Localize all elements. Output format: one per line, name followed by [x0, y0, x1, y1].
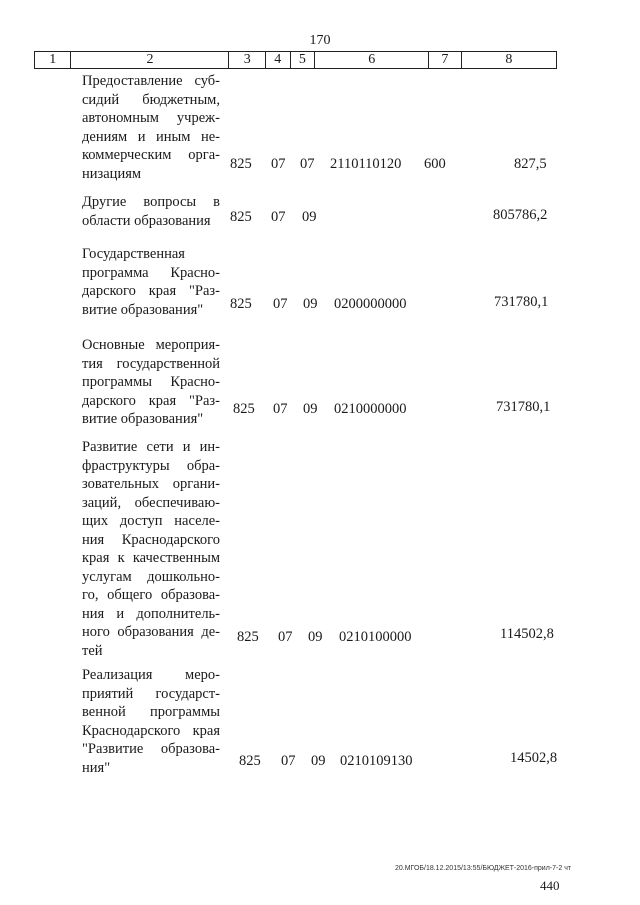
sum-value: 731780,1 [494, 294, 549, 310]
ved-code: 825 [230, 296, 252, 312]
row-name-line: тей [82, 642, 103, 659]
column-header: 7 [429, 52, 462, 69]
csr-code: 0200000000 [334, 296, 407, 312]
rz-code: 07 [273, 296, 288, 312]
row-name-line: услугам дошкольно- [82, 568, 220, 585]
row-name-line: края к качественным [82, 550, 220, 566]
pr-code: 09 [308, 629, 323, 645]
row-name-line: тия государственной [82, 355, 220, 372]
row-name [82, 666, 220, 777]
column-header-row [35, 52, 557, 69]
row-name-line: заций, обеспечиваю- [82, 494, 220, 511]
rz-code: 07 [281, 753, 296, 769]
footer-page-number: 440 [540, 878, 560, 893]
row-name [82, 193, 220, 230]
row-name-line: Основные мероприя- [82, 337, 220, 353]
row-name-line: витие образования" [82, 301, 204, 318]
row-name-line: го, общего образова- [82, 587, 220, 603]
pr-code: 09 [311, 753, 326, 769]
column-header: 5 [290, 52, 315, 69]
row-name-line: дарского края "Раз- [82, 392, 220, 409]
page-number: 170 [309, 33, 331, 48]
ved-code: 825 [230, 156, 252, 172]
row-name-line: приятий государст- [82, 685, 220, 702]
csr-code: 0210100000 [339, 629, 412, 645]
row-name-line: программа Красно- [82, 264, 220, 281]
row-name-line: зовательных органи- [82, 476, 220, 492]
row-name-line: Краснодарского края [82, 722, 220, 739]
column-header-table [34, 51, 557, 69]
csr-code: 2110110120 [330, 156, 402, 172]
row-name-line: ния Краснодарского [82, 531, 220, 548]
row-name-line: венной программы [82, 704, 220, 720]
pr-code: 09 [302, 209, 317, 225]
row-name [82, 72, 220, 183]
rz-code: 07 [273, 401, 288, 417]
column-header: 8 [461, 52, 556, 69]
row-name-line: фраструктуры обра- [82, 457, 220, 474]
pr-code: 09 [303, 296, 318, 312]
csr-code: 0210109130 [340, 753, 413, 769]
column-header: 4 [265, 52, 290, 69]
row-name-line: витие образования" [82, 411, 204, 427]
row-name [82, 438, 220, 660]
column-header: 2 [71, 52, 229, 69]
sum-value: 114502,8 [500, 626, 554, 642]
row-name-line: "Развитие образова- [82, 741, 220, 757]
ved-code: 825 [230, 209, 252, 225]
ved-code: 825 [239, 753, 261, 769]
sum-value: 827,5 [514, 156, 547, 172]
column-header: 6 [315, 52, 429, 69]
column-header: 1 [35, 52, 71, 69]
ved-code: 825 [233, 401, 255, 417]
row-name-line: ного образования де- [82, 624, 220, 640]
row-name-line: дениям и иным не- [82, 128, 220, 145]
row-name-line: дарского края "Раз- [82, 283, 220, 299]
row-name-line: сидий бюджетным, [82, 91, 220, 108]
row-name-line: коммерческим орга- [82, 147, 220, 163]
row-name [82, 245, 220, 319]
row-name-line: Реализация меро- [82, 667, 220, 683]
vr-code: 600 [424, 156, 446, 172]
row-name-line: Предоставление суб- [82, 73, 220, 89]
column-header: 3 [229, 52, 265, 69]
rz-code: 07 [278, 629, 293, 645]
sum-value: 731780,1 [496, 399, 551, 415]
sum-value: 805786,2 [493, 207, 548, 223]
row-name-line: ния и дополнитель- [82, 605, 220, 622]
row-name [82, 336, 220, 429]
csr-code: 0210000000 [334, 401, 407, 417]
row-name-line: ния" [82, 759, 111, 776]
rz-code: 07 [271, 156, 286, 172]
rz-code: 07 [271, 209, 286, 225]
ved-code: 825 [237, 629, 259, 645]
row-name-line: Другие вопросы в [82, 194, 220, 210]
row-name-line: низациям [82, 165, 142, 182]
row-name-line: автономным учреж- [82, 110, 220, 126]
row-name-line: щих доступ населе- [82, 513, 220, 529]
pr-code: 07 [300, 156, 315, 172]
row-name-line: программы Красно- [82, 374, 220, 390]
pr-code: 09 [303, 401, 318, 417]
sum-value: 14502,8 [510, 750, 558, 766]
footer-stamp: 20.МГОБ/18.12.2015/13:55/БЮДЖЕТ-2016-прил-7-2 чт [395, 865, 572, 872]
row-name-line: Развитие сети и ин- [82, 439, 220, 455]
row-name-line: Государственная [82, 246, 185, 262]
row-name-line: области образования [82, 212, 211, 229]
